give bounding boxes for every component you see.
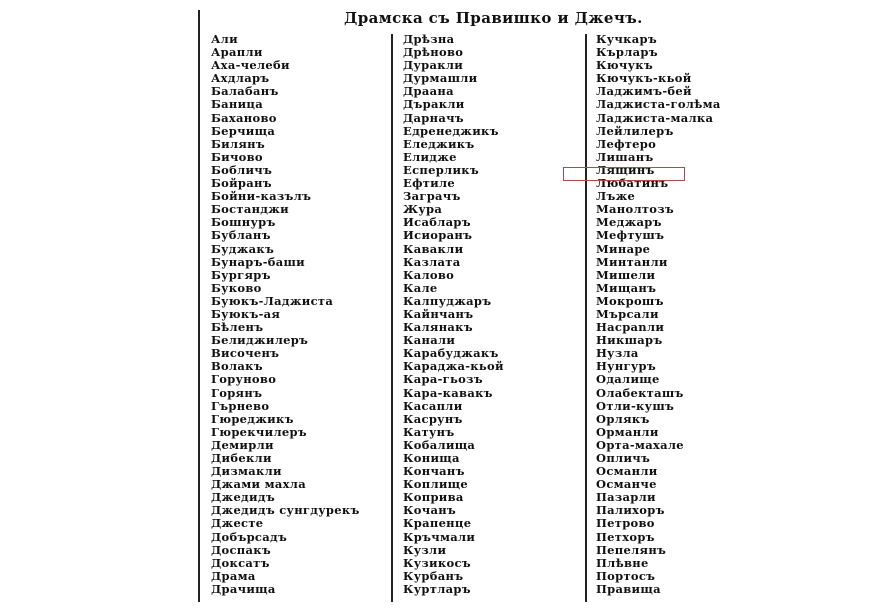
place-name: Бойни-казълъ: [211, 189, 312, 204]
place-name: Канали: [403, 333, 456, 348]
place-name: Калово: [403, 267, 455, 282]
place-name: Орта-махале: [596, 437, 684, 452]
place-name: Ладжиста-малка: [596, 110, 714, 125]
place-name: Одалище: [596, 372, 660, 387]
place-name: Дибекли: [211, 451, 272, 465]
place-name: Али: [211, 32, 238, 46]
place-name: Османли: [596, 464, 658, 479]
place-name: Отли-кушъ: [596, 398, 675, 413]
place-name: Ладжимъ-бей: [596, 84, 692, 99]
place-name: Лъже: [596, 189, 636, 204]
place-name: Доксатъ: [211, 555, 270, 570]
place-name: Билянъ: [211, 136, 265, 151]
place-name: Есперликъ: [403, 162, 480, 177]
place-name: Доспакъ: [211, 542, 271, 557]
place-name: Любатинъ: [596, 176, 669, 191]
place-name: Кузли: [403, 542, 447, 557]
place-name: Дуракли: [403, 58, 464, 73]
place-name: Ефтиле: [403, 176, 456, 191]
place-name: Баница: [211, 97, 263, 112]
place-name: Гюрекчилеръ: [211, 424, 307, 439]
place-name: Казлата: [403, 254, 461, 269]
place-name: Коприва: [403, 490, 464, 505]
place-name: Мишели: [596, 267, 656, 282]
place-name: Драчища: [211, 581, 276, 596]
place-name: Аха-челеби: [211, 58, 290, 73]
place-name: Османче: [596, 477, 657, 492]
place-name: Ахдларъ: [211, 71, 270, 86]
place-name: Дрѣзна: [403, 32, 455, 46]
place-name: Арапли: [211, 45, 263, 60]
place-name: Исабларъ: [403, 215, 471, 230]
place-name: Бобличъ: [211, 162, 273, 177]
place-name: Насрanли: [596, 320, 665, 335]
page-title: Драмска съ Правишко и Джечъ.: [344, 9, 643, 27]
place-name: Олабекташъ: [596, 385, 684, 400]
place-name: Плѣвне: [596, 555, 649, 570]
place-name: Касрунъ: [403, 411, 463, 426]
place-name: Дизмакли: [211, 464, 282, 479]
place-name: Елидже: [403, 149, 457, 164]
place-name: Кочанъ: [403, 503, 457, 518]
place-name: Баханово: [211, 110, 277, 125]
place-name: Бошнуръ: [211, 215, 276, 230]
place-name: Орлякъ: [596, 411, 650, 426]
place-name: Кобалища: [403, 437, 476, 452]
place-name: Минаре: [596, 241, 651, 256]
place-name: Манолтозъ: [596, 202, 675, 217]
place-name: Палихоръ: [596, 503, 665, 518]
place-name: Кара-гьозъ: [403, 372, 483, 387]
place-name: Кръчмали: [403, 529, 476, 544]
place-name: Буюкъ-ая: [211, 306, 281, 321]
place-name: Меджаръ: [596, 215, 662, 230]
place-name: Нузла: [596, 346, 639, 361]
place-name: Орманли: [596, 424, 659, 439]
place-name: Пазарли: [596, 490, 656, 505]
column-rule-middle: [391, 34, 393, 602]
column-rule-left: [198, 10, 200, 602]
place-name: Лефтеро: [596, 136, 657, 151]
place-name: Едренеджикъ: [403, 123, 499, 138]
place-name: Еледжикъ: [403, 136, 475, 151]
place-name: Бунаръ-баши: [211, 254, 306, 269]
place-list-column-3: [596, 33, 721, 596]
place-name: Петрово: [596, 516, 655, 531]
place-name: Карабуджакъ: [403, 346, 499, 361]
place-name: Кучкаръ: [596, 32, 657, 46]
place-name: Кавакли: [403, 241, 464, 256]
column-rule-right: [585, 34, 587, 602]
place-name: Джедидъ сунгдурекъ: [211, 503, 360, 518]
place-name: Лейлилеръ: [596, 123, 674, 138]
place-name: Кара-кавакъ: [403, 385, 493, 400]
place-name: Курбанъ: [403, 568, 464, 583]
place-name: Берчища: [211, 123, 276, 138]
place-name: Буково: [211, 280, 262, 295]
place-name: Джедидъ: [211, 490, 275, 505]
place-name: Пепелянъ: [596, 542, 667, 557]
place-name: Куртларъ: [403, 581, 471, 596]
place-name: Крапенце: [403, 516, 472, 531]
place-name: Бостанджи: [211, 202, 290, 217]
place-name: Бургяръ: [211, 267, 271, 282]
place-name: Дрѣново: [403, 45, 464, 60]
place-name: Кючукъ-кьой: [596, 71, 692, 86]
place-name: Дурмашли: [403, 71, 478, 86]
place-name: Конища: [403, 451, 460, 465]
place-name: Мищанъ: [596, 280, 657, 295]
place-name: Лящинъ: [596, 162, 655, 177]
place-name: Петхоръ: [596, 529, 655, 544]
place-name: Портосъ: [596, 568, 656, 583]
place-name: Височенъ: [211, 346, 280, 361]
place-name: Кузикосъ: [403, 555, 471, 570]
place-list-column-1: [211, 33, 360, 596]
place-name: Кайнчанъ: [403, 306, 474, 321]
place-name: Буюкъ-Ладжиста: [211, 293, 334, 308]
place-name: Исиоранъ: [403, 228, 473, 243]
place-name: Ладжиста-голѣма: [596, 97, 721, 112]
place-name: Гюреджикъ: [211, 411, 294, 426]
place-name: Кючукъ: [596, 58, 653, 73]
place-name: Мърсали: [596, 306, 659, 321]
place-name: Нунгуръ: [596, 359, 657, 374]
place-name: Дарначъ: [403, 110, 464, 125]
place-name: Кърларъ: [596, 45, 658, 60]
place-name: Горянъ: [211, 385, 263, 400]
place-name: Заграчъ: [403, 189, 461, 204]
place-name: Правища: [596, 581, 661, 596]
place-name: Белиджилеръ: [211, 333, 309, 348]
place-name: Бичово: [211, 149, 263, 164]
place-name: Бойранъ: [211, 176, 272, 191]
place-name: Мефтушъ: [596, 228, 665, 243]
place-list-column-2: [403, 33, 504, 596]
place-name: Караджа-кьой: [403, 359, 504, 374]
highlight-box: [563, 167, 685, 181]
place-name: Буджакъ: [211, 241, 275, 256]
place-name: Опличъ: [596, 451, 651, 465]
place-name: Коплище: [403, 477, 469, 492]
place-name: Горуново: [211, 372, 277, 387]
place-name: Калянакъ: [403, 320, 473, 335]
place-name: Минтанли: [596, 254, 668, 269]
place-name: Демирли: [211, 437, 274, 452]
place-name: Катунъ: [403, 424, 455, 439]
place-name: Касапли: [403, 398, 463, 413]
place-name: Калпуджаръ: [403, 293, 492, 308]
place-name: Жура: [403, 202, 443, 217]
place-name: Джесте: [211, 516, 264, 531]
place-name: Мокрошъ: [596, 293, 664, 308]
place-name: Бѣленъ: [211, 320, 264, 335]
place-name: Гърнево: [211, 398, 270, 413]
place-name: Драана: [403, 84, 454, 99]
place-name: Джами махла: [211, 477, 306, 492]
place-name: Лишанъ: [596, 149, 654, 164]
place-name: Драма: [211, 568, 256, 583]
place-name: Кончанъ: [403, 464, 465, 479]
place-name: Волакъ: [211, 359, 263, 374]
place-name: Кале: [403, 280, 438, 295]
place-name: Бубланъ: [211, 228, 271, 243]
place-name: Балабанъ: [211, 84, 279, 99]
place-name: Добърсадъ: [211, 529, 288, 544]
place-name: Дъракли: [403, 97, 465, 112]
place-name: Никшаръ: [596, 333, 663, 348]
